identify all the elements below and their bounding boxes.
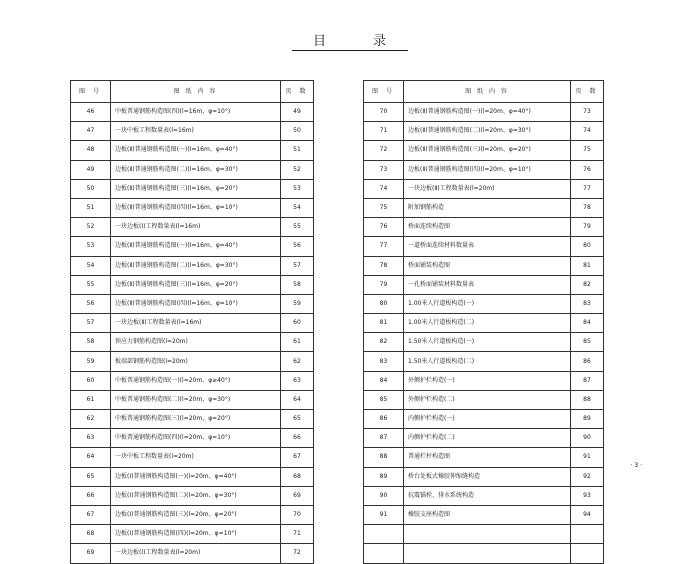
table-row xyxy=(71,390,314,409)
drawing-title: 边板(Ⅱ)普通钢筋构造图(四)(l=16m、φ=10°) xyxy=(111,198,281,217)
table-row xyxy=(71,467,314,486)
page-count: 52 xyxy=(281,160,314,179)
drawing-number: 66 xyxy=(71,486,111,505)
page-title xyxy=(0,30,700,49)
drawing-number: 56 xyxy=(71,294,111,313)
drawing-number: 78 xyxy=(364,256,404,275)
drawing-number: 86 xyxy=(364,410,404,429)
drawing-number: 61 xyxy=(71,390,111,409)
page-count: 72 xyxy=(281,544,314,563)
drawing-title: 边板(Ⅱ)普通钢筋构造图(一)(l=16m、φ=40°) xyxy=(111,141,281,160)
table-row xyxy=(71,275,314,294)
drawing-number: 65 xyxy=(71,467,111,486)
drawing-title: 边板(Ⅰ)普通钢筋构造图(三)(l=20m、φ=20°) xyxy=(111,505,281,524)
drawing-title xyxy=(404,544,571,563)
table-row xyxy=(364,390,604,409)
page-count: 87 xyxy=(571,371,604,390)
drawing-number: 62 xyxy=(71,410,111,429)
drawing-number: 84 xyxy=(364,371,404,390)
drawing-number: 75 xyxy=(364,198,404,217)
drawing-number: 63 xyxy=(71,429,111,448)
table-row xyxy=(71,352,314,371)
page-count: 50 xyxy=(281,122,314,141)
header-title: 图 纸 内 容 xyxy=(404,81,571,103)
drawing-title: 中板普通钢筋构造图(二)(l=20m、φ=30°) xyxy=(111,390,281,409)
page-count: 77 xyxy=(571,179,604,198)
page-count: 69 xyxy=(281,486,314,505)
table-row xyxy=(71,103,314,122)
page-count: 73 xyxy=(571,103,604,122)
drawing-title: 一道桥面连续材料数量表 xyxy=(404,237,571,256)
table-row xyxy=(364,103,604,122)
table-row xyxy=(71,160,314,179)
drawing-title: 普通栏杆构造图 xyxy=(404,448,571,467)
table-row xyxy=(71,294,314,313)
table-row xyxy=(364,256,604,275)
drawing-number: 72 xyxy=(364,141,404,160)
drawing-number: 68 xyxy=(71,525,111,544)
page-count: 55 xyxy=(281,218,314,237)
page-count: 93 xyxy=(571,486,604,505)
page-count: 51 xyxy=(281,141,314,160)
page-count: 86 xyxy=(571,352,604,371)
page-count: 74 xyxy=(571,122,604,141)
drawing-number xyxy=(364,525,404,544)
table-row xyxy=(71,256,314,275)
drawing-title: 边板(Ⅱ)普通钢筋构造图(三)(l=16m、φ=20°) xyxy=(111,275,281,294)
drawing-title xyxy=(404,525,571,544)
page-count: 63 xyxy=(281,371,314,390)
drawing-title: 1.50米人行道板构造(一) xyxy=(404,333,571,352)
table-row xyxy=(364,314,604,333)
page-count: 81 xyxy=(571,256,604,275)
drawing-number: 60 xyxy=(71,371,111,390)
table-row xyxy=(71,314,314,333)
drawing-number: 52 xyxy=(71,218,111,237)
table-row xyxy=(364,198,604,217)
drawing-number: 46 xyxy=(71,103,111,122)
drawing-title: 外侧护栏构造(二) xyxy=(404,390,571,409)
table-row xyxy=(71,448,314,467)
drawing-title: 边板(Ⅱ)普通钢筋构造图(一)(l=20m、φ=40°) xyxy=(404,103,571,122)
page-count: 78 xyxy=(571,198,604,217)
drawing-title: 1.50米人行道板构造(二) xyxy=(404,352,571,371)
drawing-title: 一块边板(Ⅱ)工程数量表(l=16m) xyxy=(111,314,281,333)
title-underline xyxy=(292,50,408,51)
drawing-title: 边板(Ⅱ)普通钢筋构造图(二)(l=16m、φ=30°) xyxy=(111,160,281,179)
page-count: 88 xyxy=(571,390,604,409)
drawing-number: 47 xyxy=(71,122,111,141)
page-count: 62 xyxy=(281,352,314,371)
drawing-title: 中板普通钢筋构造图(一)(l=20m、φ≥40°) xyxy=(111,371,281,390)
page-count: 57 xyxy=(281,256,314,275)
drawing-number: 91 xyxy=(364,505,404,524)
page-count: 67 xyxy=(281,448,314,467)
page-count: 84 xyxy=(571,314,604,333)
drawing-title: 边板(Ⅱ)普通钢筋构造图(二)(l=16m、φ=30°) xyxy=(111,256,281,275)
drawing-number: 54 xyxy=(71,256,111,275)
table-row xyxy=(364,544,604,563)
table-row xyxy=(71,141,314,160)
page-count: 59 xyxy=(281,294,314,313)
table-row xyxy=(71,237,314,256)
page-count: 79 xyxy=(571,218,604,237)
table-row xyxy=(364,218,604,237)
drawing-title: 外侧护栏构造(一) xyxy=(404,371,571,390)
page-count: 58 xyxy=(281,275,314,294)
page-count: 83 xyxy=(571,294,604,313)
table-row xyxy=(364,122,604,141)
drawing-title: 内侧护栏构造(二) xyxy=(404,429,571,448)
drawing-number: 79 xyxy=(364,275,404,294)
drawing-number: 76 xyxy=(364,218,404,237)
drawing-title: 中板普通钢筋构造图(四)(l=16m、φ=10°) xyxy=(111,103,281,122)
drawing-title: 一孔桥面铺装材料数量表 xyxy=(404,275,571,294)
page-count xyxy=(571,544,604,563)
drawing-title: 中板普通钢筋构造图(三)(l=20m、φ=20°) xyxy=(111,410,281,429)
drawing-number: 67 xyxy=(71,505,111,524)
table-row xyxy=(364,410,604,429)
header-number: 图 号 xyxy=(71,81,111,103)
page-count: 75 xyxy=(571,141,604,160)
table-row xyxy=(71,486,314,505)
drawing-title: 边板(Ⅰ)普通钢筋构造图(四)(l=20m、φ=10°) xyxy=(111,525,281,544)
drawing-number: 89 xyxy=(364,467,404,486)
drawing-number: 82 xyxy=(364,333,404,352)
table-row xyxy=(71,122,314,141)
drawing-title: 内侧护栏构造(一) xyxy=(404,410,571,429)
drawing-title: 桥面连续构造图 xyxy=(404,218,571,237)
drawing-number: 88 xyxy=(364,448,404,467)
drawing-number: 73 xyxy=(364,160,404,179)
drawing-title: 一块边板(Ⅰ)工程数量表(l=16m) xyxy=(111,218,281,237)
title-char-1: 目 xyxy=(312,34,327,49)
drawing-title: 1.00米人行道板构造(一) xyxy=(404,294,571,313)
drawing-number: 74 xyxy=(364,179,404,198)
drawing-number: 83 xyxy=(364,352,404,371)
header-page: 页 数 xyxy=(281,81,314,103)
page-count: 68 xyxy=(281,467,314,486)
page-count: 49 xyxy=(281,103,314,122)
page-count: 71 xyxy=(281,525,314,544)
page-count: 54 xyxy=(281,198,314,217)
title-char-2: 录 xyxy=(373,34,388,49)
drawing-title: 预应力钢筋构造图(l=20m) xyxy=(111,333,281,352)
page-count: 61 xyxy=(281,333,314,352)
table-row xyxy=(364,237,604,256)
drawing-number: 50 xyxy=(71,179,111,198)
drawing-title: 边板(Ⅱ)普通钢筋构造图(二)(l=20m、φ=30°) xyxy=(404,122,571,141)
drawing-title: 板端部钢筋构造图(l=20m) xyxy=(111,352,281,371)
table-row xyxy=(71,198,314,217)
drawing-title: 抗震锚栓、排水系统构造 xyxy=(404,486,571,505)
drawing-title: 边板(Ⅱ)普通钢筋构造图(四)(l=16m、φ=10°) xyxy=(111,294,281,313)
table-row xyxy=(364,448,604,467)
table-header-row xyxy=(364,81,604,103)
page-count: 76 xyxy=(571,160,604,179)
table-row xyxy=(364,294,604,313)
table-row xyxy=(71,429,314,448)
drawing-title: 边板(Ⅰ)普通钢筋构造图(二)(l=20m、φ=30°) xyxy=(111,486,281,505)
table-row xyxy=(364,486,604,505)
drawing-title: 一块边板(Ⅰ)工程数量表(l=20m) xyxy=(111,544,281,563)
drawing-number: 90 xyxy=(364,486,404,505)
drawing-number: 85 xyxy=(364,390,404,409)
drawing-number: 64 xyxy=(71,448,111,467)
table-row xyxy=(71,544,314,563)
drawing-number: 80 xyxy=(364,294,404,313)
page-count: 66 xyxy=(281,429,314,448)
table-row xyxy=(364,333,604,352)
toc-table-left xyxy=(70,80,314,564)
drawing-title: 橡胶支座构造图 xyxy=(404,505,571,524)
drawing-title: 附加钢筋构造 xyxy=(404,198,571,217)
page-count: 85 xyxy=(571,333,604,352)
drawing-number: 51 xyxy=(71,198,111,217)
table-row xyxy=(364,352,604,371)
page-count: 82 xyxy=(571,275,604,294)
drawing-number: 57 xyxy=(71,314,111,333)
table-row xyxy=(364,467,604,486)
table-row xyxy=(71,179,314,198)
page-count: 60 xyxy=(281,314,314,333)
page-count: 70 xyxy=(281,505,314,524)
table-row xyxy=(71,525,314,544)
drawing-title: 边板(Ⅱ)普通钢筋构造图(三)(l=16m、φ=20°) xyxy=(111,179,281,198)
table-row xyxy=(364,160,604,179)
drawing-title: 边板(Ⅱ)普通钢筋构造图(一)(l=16m、φ=40°) xyxy=(111,237,281,256)
drawing-number: 70 xyxy=(364,103,404,122)
drawing-number: 81 xyxy=(364,314,404,333)
header-title: 图 纸 内 容 xyxy=(111,81,281,103)
drawing-number: 71 xyxy=(364,122,404,141)
drawing-title: 边板(Ⅰ)普通钢筋构造图(一)(l=20m、φ=40°) xyxy=(111,467,281,486)
drawing-number: 53 xyxy=(71,237,111,256)
drawing-title: 边板(Ⅱ)普通钢筋构造图(三)(l=20m、φ=20°) xyxy=(404,141,571,160)
drawing-title: 中板普通钢筋构造图(四)(l=20m、φ=10°) xyxy=(111,429,281,448)
drawing-number: 69 xyxy=(71,544,111,563)
table-row xyxy=(364,179,604,198)
drawing-number: 59 xyxy=(71,352,111,371)
drawing-number: 55 xyxy=(71,275,111,294)
table-header-row xyxy=(71,81,314,103)
drawing-number: 77 xyxy=(364,237,404,256)
drawing-number xyxy=(364,544,404,563)
page-count: 89 xyxy=(571,410,604,429)
drawing-title: 一块中板工程数量表(l=20m) xyxy=(111,448,281,467)
toc-table-right xyxy=(363,80,604,564)
page-count: 91 xyxy=(571,448,604,467)
page-count: 64 xyxy=(281,390,314,409)
page-count: 65 xyxy=(281,410,314,429)
drawing-title: 桥面铺装构造图 xyxy=(404,256,571,275)
page-number: · 3 · xyxy=(630,462,642,469)
page-count: 94 xyxy=(571,505,604,524)
page-count: 80 xyxy=(571,237,604,256)
table-row xyxy=(364,371,604,390)
drawing-title: 边板(Ⅱ)普通钢筋构造图(四)(l=20m、φ=10°) xyxy=(404,160,571,179)
table-row xyxy=(364,525,604,544)
header-page: 页 数 xyxy=(571,81,604,103)
drawing-title: 一块边板(Ⅱ)工程数量表(l=20m) xyxy=(404,179,571,198)
drawing-title: 桥台处板式橡胶伸缩缝构造 xyxy=(404,467,571,486)
drawing-title: 一块中板工程数量表(l=16m) xyxy=(111,122,281,141)
page-count: 92 xyxy=(571,467,604,486)
page-count: 56 xyxy=(281,237,314,256)
table-row xyxy=(71,505,314,524)
table-row xyxy=(364,275,604,294)
drawing-number: 49 xyxy=(71,160,111,179)
page-count xyxy=(571,525,604,544)
table-row xyxy=(71,333,314,352)
drawing-number: 87 xyxy=(364,429,404,448)
table-row xyxy=(364,429,604,448)
drawing-title: 1.00米人行道板构造(二) xyxy=(404,314,571,333)
drawing-number: 58 xyxy=(71,333,111,352)
table-row xyxy=(364,141,604,160)
page-count: 53 xyxy=(281,179,314,198)
table-row xyxy=(71,410,314,429)
table-row xyxy=(364,505,604,524)
drawing-number: 48 xyxy=(71,141,111,160)
table-row xyxy=(71,218,314,237)
header-number: 图 号 xyxy=(364,81,404,103)
page-count: 90 xyxy=(571,429,604,448)
table-row xyxy=(71,371,314,390)
